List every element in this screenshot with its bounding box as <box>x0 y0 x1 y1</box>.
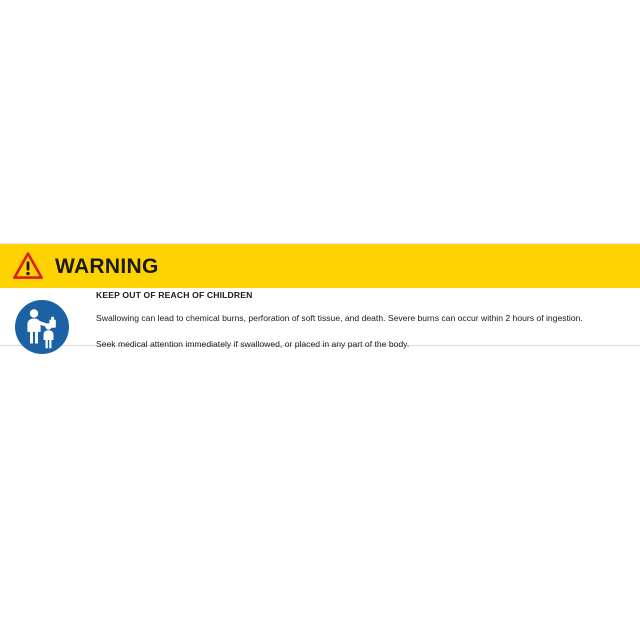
warning-paragraph-1: Swallowing can lead to chemical burns, perforation of soft tissue, and death. Severe burns can occur within 2 hours of ingestion. <box>96 313 583 324</box>
warning-triangle-icon <box>13 252 43 280</box>
warning-panel <box>0 243 640 349</box>
keep-out-of-reach-of-children-icon <box>14 299 70 355</box>
warning-body <box>0 288 640 349</box>
warning-text-column <box>96 291 636 364</box>
warning-banner <box>0 243 640 288</box>
warning-label: WARNING <box>55 254 159 278</box>
warning-paragraph-2: Seek medical attention immediately if swallowed, or placed in any part of the body. <box>96 338 410 349</box>
keep-out-heading: KEEP OUT OF REACH OF CHILDREN <box>96 290 253 300</box>
